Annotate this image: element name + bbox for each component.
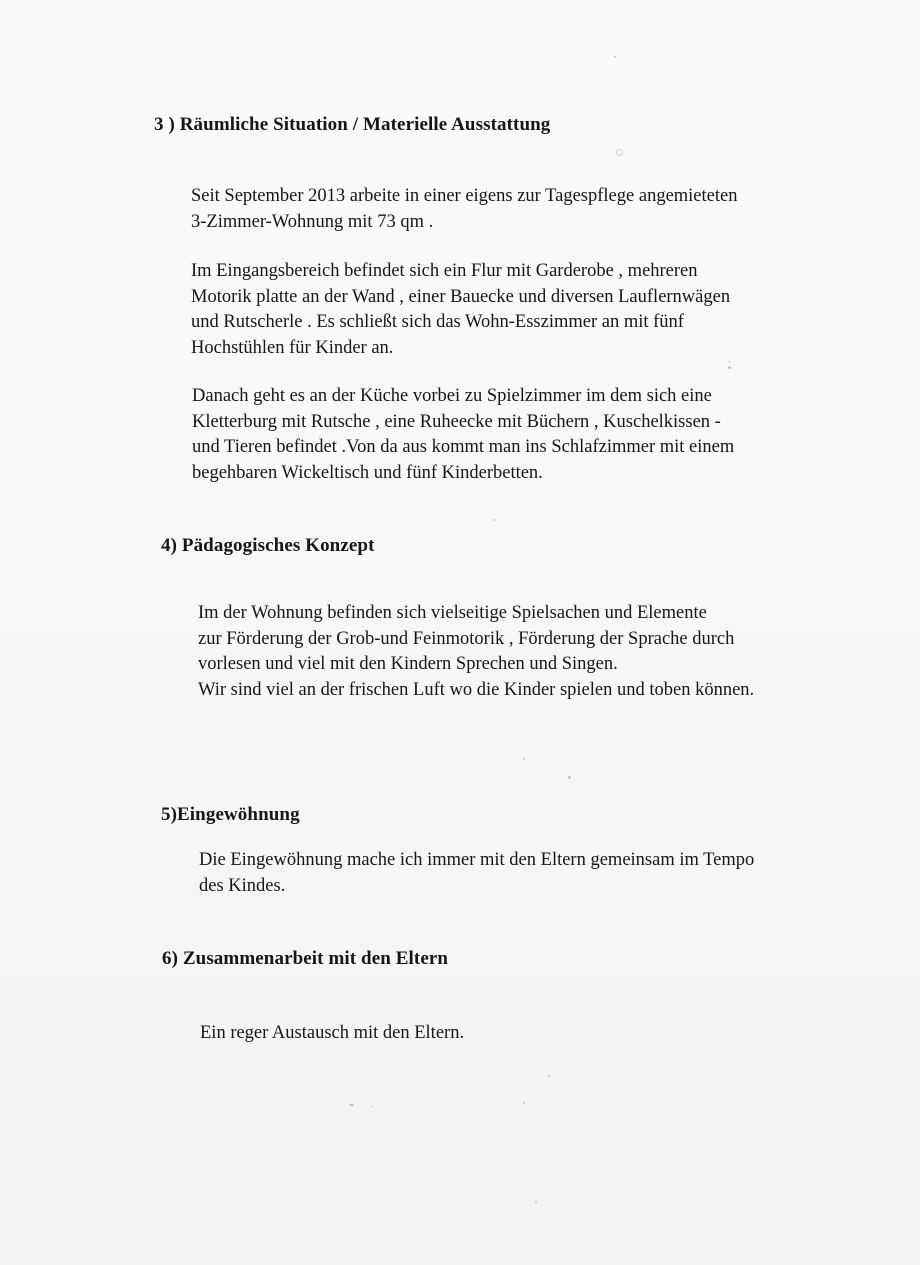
- section-5-heading: 5)Eingewöhnung: [161, 804, 300, 825]
- section-5-paragraph-1: [199, 848, 754, 899]
- text-line: Seit September 2013 arbeite in einer eigens zur Tagespflege angemieteten: [191, 186, 738, 206]
- text-line: zur Förderung der Grob-und Feinmotorik , Förderung der Sprache durch: [198, 628, 735, 649]
- scan-speck: [349, 1104, 354, 1106]
- section-3-paragraph-2: [191, 259, 730, 361]
- scan-speck: [523, 1102, 525, 1104]
- scan-speck: [568, 776, 571, 779]
- section-4-heading: 4) Pädagogisches Konzept: [161, 535, 375, 556]
- section-4-paragraph-1: [198, 601, 754, 703]
- section-3-paragraph-1: [191, 184, 737, 235]
- text-line: Ein reger Austausch mit den Eltern.: [200, 1023, 465, 1043]
- section-3-heading: 3 ) Räumliche Situation / Materielle Ausstattung: [154, 114, 551, 135]
- scan-speck: [371, 1106, 373, 1107]
- text-line: Danach geht es an der Küche vorbei zu Spielzimmer im dem sich eine: [192, 386, 712, 406]
- text-line: Motorik platte an der Wand , einer Bauecke und diversen Lauflernwägen: [191, 286, 731, 307]
- text-line: Im Eingangsbereich befindet sich ein Flur mit Garderobe , mehreren: [191, 261, 698, 281]
- scan-speck: [727, 361, 731, 362]
- scan-speck: [614, 56, 616, 58]
- text-line: Kletterburg mit Rutsche , eine Ruheecke mit Büchern , Kuschelkissen -: [192, 411, 721, 432]
- text-line: vorlesen und viel mit den Kindern Sprechen und Singen.: [198, 654, 618, 674]
- text-line: Wir sind viel an der frischen Luft wo die Kinder spielen und toben können.: [198, 679, 755, 700]
- text-line: und Tieren befindet .Von da aus kommt man ins Schlafzimmer mit einem: [192, 437, 735, 457]
- text-line: Die Eingewöhnung mache ich immer mit den Eltern gemeinsam im Tempo: [199, 850, 755, 870]
- scan-speck: [523, 758, 525, 760]
- text-line: und Rutscherle . Es schließt sich das Wohn-Esszimmer an mit fünf: [191, 312, 684, 332]
- section-6-paragraph-1: [200, 1021, 464, 1047]
- section-3-paragraph-3: [192, 384, 734, 486]
- scan-speck: [535, 1201, 537, 1203]
- text-line: Hochstühlen für Kinder an.: [191, 337, 394, 358]
- scan-speck: [616, 149, 623, 156]
- scan-speck: [548, 1075, 550, 1077]
- text-line: 3-Zimmer-Wohnung mit 73 qm .: [191, 211, 434, 232]
- text-line: begehbaren Wickeltisch und fünf Kinderbetten.: [192, 462, 543, 483]
- scan-speck: [493, 519, 495, 521]
- scan-speck: [728, 366, 731, 369]
- text-line: Im der Wohnung befinden sich vielseitige Spielsachen und Elemente: [198, 603, 707, 623]
- text-line: des Kindes.: [199, 875, 286, 896]
- section-6-heading: 6) Zusammenarbeit mit den Eltern: [162, 948, 449, 969]
